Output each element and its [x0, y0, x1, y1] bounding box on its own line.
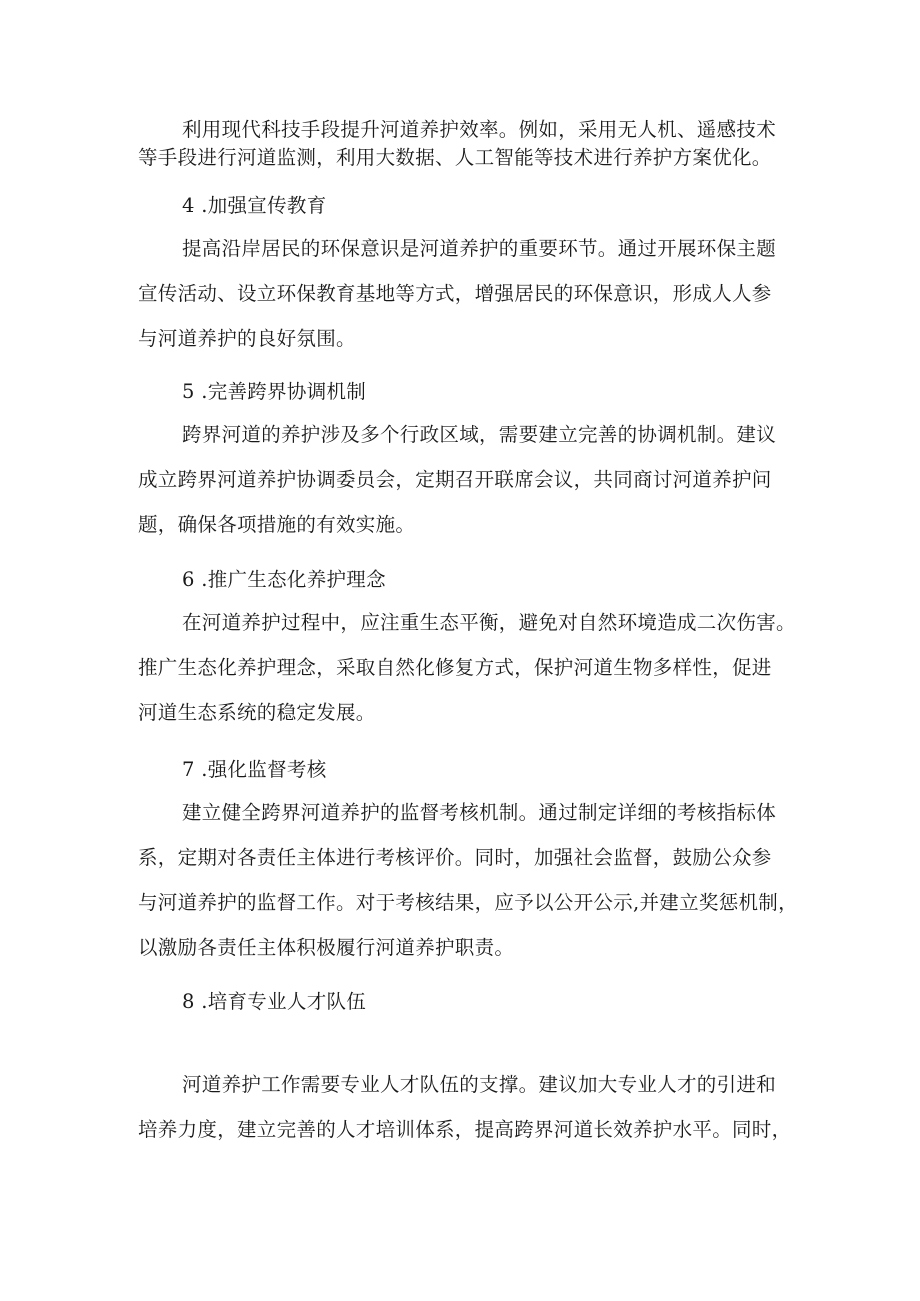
section-heading-7: 7 .强化监督考核	[182, 758, 327, 781]
text-line: 利用现代科技手段提升河道养护效率。例如，采用无人机、遥感技术	[182, 118, 777, 141]
text-line: 河道生态系统的稳定发展。	[138, 701, 376, 724]
text-line: 等手段进行河道监测，利用大数据、人工智能等技术进行养护方案优化。	[138, 146, 772, 169]
text-line: 与河道养护的良好氛围。	[138, 327, 356, 350]
text-line: 以激励各责任主体积极履行河道养护职责。	[138, 936, 515, 959]
text-line: 与河道养护的监督工作。对于考核结果，应予以公开公示,并建立奖惩机制，	[138, 891, 798, 914]
text-line: 成立跨界河道养护协调委员会，定期召开联席会议，共同商讨河道养护问	[138, 468, 772, 491]
text-line: 跨界河道的养护涉及多个行政区域，需要建立完善的协调机制。建议	[182, 423, 777, 446]
paragraph-supervision	[138, 790, 798, 970]
section-heading-4: 4 .加强宣传教育	[182, 194, 327, 217]
text-line: 建立健全跨界河道养护的监督考核机制。通过制定详细的考核指标体	[182, 801, 777, 824]
paragraph-tech	[138, 116, 798, 172]
paragraph-coordination	[138, 412, 798, 547]
paragraph-ecology	[138, 600, 798, 735]
paragraph-education	[138, 226, 798, 361]
section-heading-8: 8 .培育专业人才队伍	[182, 990, 367, 1013]
section-heading-5: 5 .完善跨界协调机制	[182, 380, 367, 403]
section-heading-6: 6 .推广生态化养护理念	[182, 568, 386, 591]
text-line: 在河道养护过程中，应注重生态平衡，避免对自然环境造成二次伤害。	[182, 611, 796, 634]
text-line: 题，确保各项措施的有效实施。	[138, 513, 416, 536]
text-line: 推广生态化养护理念，采取自然化修复方式，保护河道生物多样性，促进	[138, 656, 772, 679]
text-line: 培养力度，建立完善的人才培训体系，提高跨界河道长效养护水平。同时，	[138, 1118, 792, 1141]
text-line: 提高沿岸居民的环保意识是河道养护的重要环节。通过开展环保主题	[182, 237, 777, 260]
paragraph-talent	[138, 1062, 798, 1152]
text-line: 宣传活动、设立环保教育基地等方式，增强居民的环保意识，形成人人参	[138, 282, 772, 305]
text-line: 系，定期对各责任主体进行考核评价。同时，加强社会监督，鼓励公众参	[138, 846, 772, 869]
text-line: 河道养护工作需要专业人才队伍的支撑。建议加大专业人才的引进和	[182, 1073, 777, 1096]
